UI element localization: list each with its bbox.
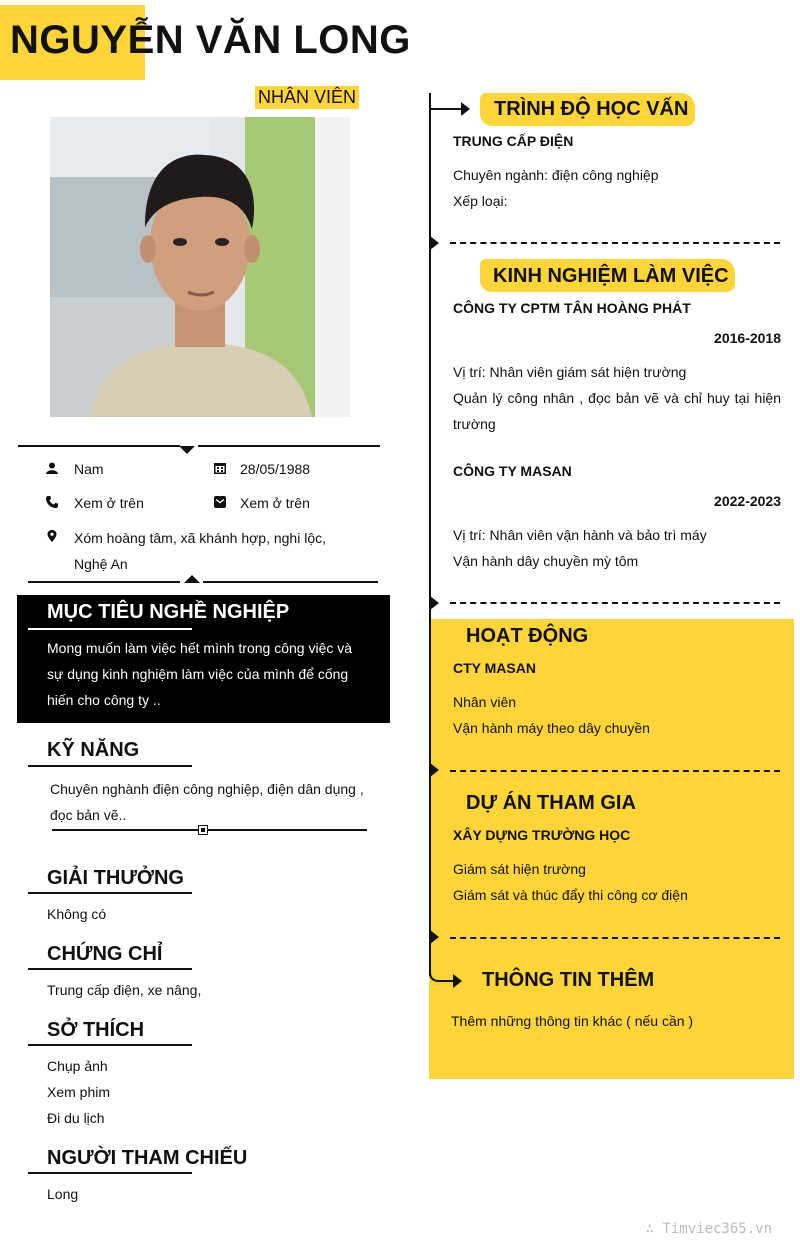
hobbies-title: SỞ THÍCH <box>47 1019 145 1041</box>
hobby-item: Chụp ảnh <box>47 1058 108 1074</box>
birthday-value: 28/05/1988 <box>240 461 311 477</box>
candidate-name: NGUYỄN VĂN LONG <box>10 18 411 62</box>
job-description: Quản lý công nhân , đọc bản vẽ và chỉ huy tại hiện trường <box>453 390 781 432</box>
awards-underline <box>28 892 192 894</box>
awards-title: GIẢI THƯỞNG <box>47 867 184 889</box>
references-text: Long <box>47 1186 79 1202</box>
skill-name: Chuyên nghành điện công nghiệp, điện dân dụng , đọc bản vẽ.. <box>50 781 364 823</box>
divider <box>18 445 180 447</box>
activity-description: Vận hành máy theo dây chuyền <box>453 720 650 736</box>
divider <box>198 445 380 447</box>
project-role: Giám sát hiện trường <box>453 861 586 877</box>
education-school: TRUNG CẤP ĐIỆN <box>453 133 574 149</box>
skills-title: KỸ NĂNG <box>47 739 140 761</box>
project-description: Giám sát và thúc đẩy thi công cơ điện <box>453 887 688 903</box>
objective-underline <box>28 628 192 630</box>
email-value: Xem ở trên <box>240 495 310 511</box>
user-icon <box>46 462 58 474</box>
divider <box>28 581 180 583</box>
timeline-arrow-head <box>461 102 470 116</box>
section-divider <box>450 242 780 244</box>
job-company: CÔNG TY CPTM TÂN HOÀNG PHÁT <box>453 300 691 316</box>
awards-text: Không có <box>47 906 107 922</box>
timeline-marker <box>430 596 439 610</box>
candidate-position: NHÂN VIÊN <box>255 86 359 109</box>
hobbies-underline <box>28 1044 192 1046</box>
profile-photo <box>50 117 350 417</box>
project-name: XÂY DỰNG TRƯỜNG HỌC <box>453 827 631 843</box>
watermark: ∴ Timviec365.vn <box>645 1221 772 1237</box>
certificates-title: CHỨNG CHỈ <box>47 943 163 965</box>
job-description: Vận hành dây chuyền mỳ tôm <box>453 553 639 569</box>
gender-value: Nam <box>74 461 104 477</box>
timeline-marker <box>430 930 439 944</box>
section-divider <box>450 770 780 772</box>
section-divider <box>450 602 780 604</box>
certificates-text: Trung cấp điện, xe nâng, <box>47 982 202 998</box>
additional-title: THÔNG TIN THÊM <box>482 969 655 991</box>
job-period: 2022-2023 <box>714 493 781 509</box>
activity-org: CTY MASAN <box>453 660 536 676</box>
phone-value: Xem ở trên <box>74 495 144 511</box>
timeline-marker <box>430 763 439 777</box>
phone-icon <box>46 496 58 508</box>
job-role: Vị trí: Nhân viên vận hành và bảo trì máy <box>453 527 707 543</box>
objective-title: MỤC TIÊU NGHỀ NGHIỆP <box>47 601 290 623</box>
hobby-item: Xem phim <box>47 1084 111 1100</box>
location-icon <box>46 530 58 542</box>
objective-text: Mong muốn làm việc hết mình trong công việc và sự dụng kinh nghiệm làm việc của mình để cống hiến cho công ty .. <box>47 640 353 708</box>
education-title: TRÌNH ĐỘ HỌC VẤN <box>494 98 689 120</box>
job-period: 2016-2018 <box>714 330 781 346</box>
skills-underline <box>28 765 192 767</box>
education-major: Chuyên ngành: điện công nghiệp <box>453 167 659 183</box>
timeline-marker <box>430 236 439 250</box>
section-divider <box>450 937 780 939</box>
projects-title: DỰ ÁN THAM GIA <box>466 792 636 814</box>
education-grade: Xếp loại: <box>453 193 508 209</box>
timeline-arrow-line <box>431 108 461 110</box>
activity-role: Nhân viên <box>453 694 517 710</box>
job-role: Vị trí: Nhân viên giám sát hiện trường <box>453 364 687 380</box>
divider-arrow <box>184 575 200 583</box>
timeline-line <box>429 93 431 976</box>
divider <box>203 581 378 583</box>
experience-title: KINH NGHIỆM LÀM VIỆC <box>493 265 729 287</box>
hobby-item: Đi du lịch <box>47 1110 105 1126</box>
calendar-icon <box>214 462 226 474</box>
skill-level-handle <box>198 825 208 835</box>
certificates-underline <box>28 968 192 970</box>
references-title: NGƯỜI THAM CHIẾU <box>47 1147 248 1169</box>
skill-level-track <box>52 829 367 831</box>
divider-arrow <box>179 446 195 454</box>
address-value: Xóm hoàng tâm, xã khánh hợp, nghi lộc, Nghệ An <box>74 530 326 572</box>
job-company: CÔNG TY MASAN <box>453 463 572 479</box>
additional-text: Thêm những thông tin khác ( nếu cần ) <box>451 1013 694 1029</box>
curved-arrow-icon <box>428 960 464 994</box>
email-icon <box>214 496 226 508</box>
references-underline <box>28 1172 192 1174</box>
activities-title: HOẠT ĐỘNG <box>466 625 589 647</box>
